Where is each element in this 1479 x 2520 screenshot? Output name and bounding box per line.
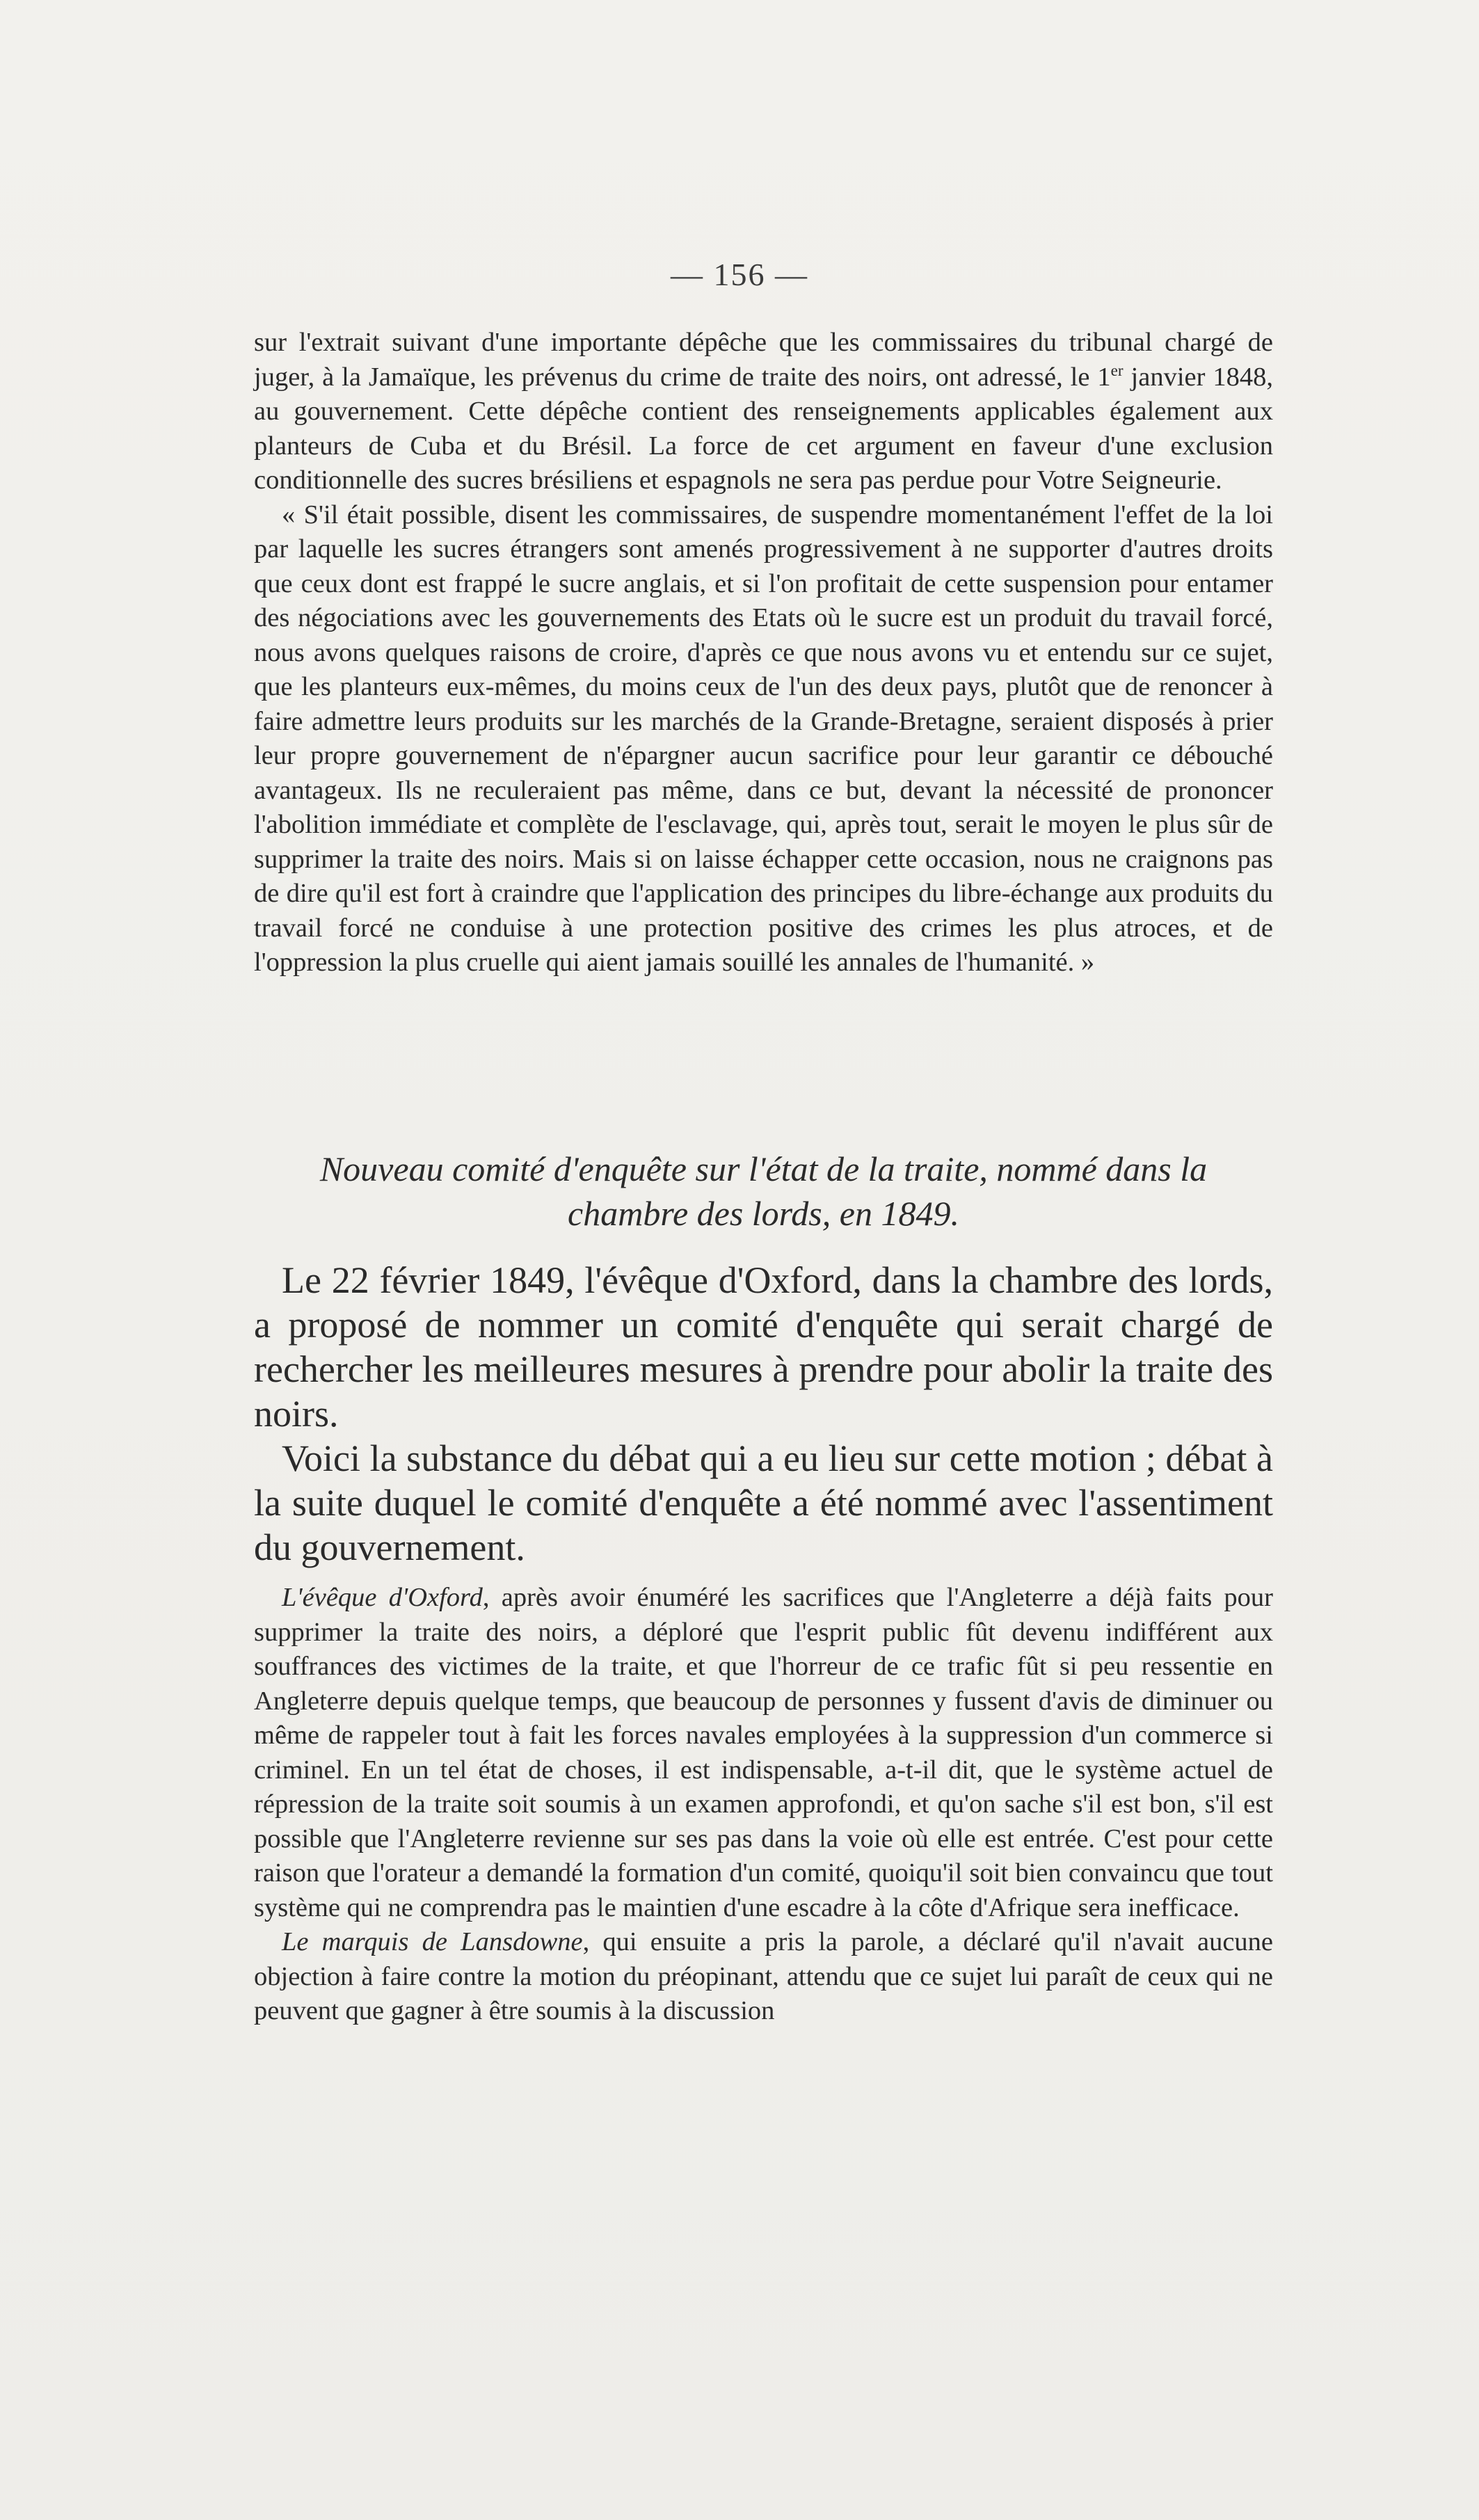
heading-line-2: chambre des lords, en 1849. bbox=[568, 1194, 959, 1233]
paragraph-marquis-lansdowne bbox=[254, 1925, 1273, 2029]
paragraph-dispatch-intro bbox=[254, 326, 1273, 498]
large-type-section bbox=[254, 1258, 1273, 1570]
paragraph-bishop-oxford bbox=[254, 1581, 1273, 1925]
page-number: — 156 — bbox=[671, 257, 808, 292]
speaker-marquis-lansdowne: Le marquis de Lansdowne bbox=[282, 1927, 583, 1956]
dispatch-intro-text-a: sur l'extrait suivant d'une importante dépêche que les commissaires du tribunal chargé de juger, à la Jamaïque, les prévenus du crime de traite des noirs, ont adressé, le 1 bbox=[254, 328, 1273, 392]
heading-line-1: Nouveau comité d'enquête sur l'état de la traite, nommé dans la bbox=[319, 1149, 1208, 1188]
debate-section bbox=[254, 1581, 1273, 2029]
quoted-dispatch-section bbox=[254, 326, 1273, 980]
paragraph-debate-summary: Voici la substance du débat qui a eu lieu sur cette motion ; débat à la suite duquel le comité d'enquête a été nommé avec l'assentiment du gouvernement. bbox=[254, 1437, 1273, 1568]
dispatch-intro-text-b: janvier 1848, au gouvernement. Cette dépêche contient des renseignements applicables également aux planteurs de Cuba et du Brésil. La force de cet argument en faveur d'une exclusion conditionnelle des sucres brésiliens et espagnols ne sera pas perdue pour Votre Seigneurie. bbox=[254, 362, 1273, 495]
marquis-lansdowne-text: , qui ensuite a pris la parole, a déclaré qu'il n'avait aucune objection à faire contre la motion du préopinant, attendu que ce sujet lui paraît de ceux qui ne peuvent que gagner à être soumis à la discussion bbox=[254, 1927, 1273, 2025]
bishop-oxford-text: , après avoir énuméré les sacrifices que l'Angleterre a déjà faits pour supprimer la traite des noirs, a déploré que l'esprit public fût devenu indifférent aux souffrances des victimes de la traite, et que l'horreur de ce trafic fût si peu ressentie en Angleterre depuis quelque temps, que beaucoup de personnes y fussent d'avis de diminuer ou même de rappeler tout à fait les forces navales employées à la suppression d'un commerce si criminel. En un tel état de choses, il est indispensable, a-t-il dit, que le système actuel de répression de la traite soit soumis à un examen approfondi, et qu'on sache s'il est bon, s'il est possible que l'Angleterre revienne sur ses pas dans la voie où elle est entrée. C'est pour cette raison que l'orateur a demandé la formation d'un comité, quoiqu'il soit bien convaincu que tout système qui ne comprendra pas le maintien d'une escadre à la côte d'Afrique sera inefficace. bbox=[254, 1583, 1273, 1922]
section-heading bbox=[254, 1147, 1273, 1236]
speaker-bishop-oxford: L'évêque d'Oxford bbox=[282, 1583, 483, 1612]
paragraph-commissioners-quote: « S'il était possible, disent les commissaires, de suspendre momentanément l'effet de la loi par laquelle les sucres étrangers sont amenés progressivement à ne supporter d'autres droits que ceux dont est frappé le sucre anglais, et si l'on profitait de cette suspension pour entamer des négociations avec les gouvernements des Etats où le sucre est un produit du travail forcé, nous avons quelques raisons de croire, d'après ce que nous avons vu et entendu sur ce sujet, que les planteurs eux-mêmes, du moins ceux de l'un des deux pays, plutôt que de renoncer à faire admettre leurs produits sur les marchés de la Grande-Bretagne, seraient disposés à prier leur propre gouvernement de n'épargner aucun sacrifice pour leur garantir ce débouché avantageux. Ils ne reculeraient pas même, dans ce but, devant la nécessité de prononcer l'abolition immédiate et complète de l'esclavage, qui, après tout, serait le moyen le plus sûr de supprimer la traite des noirs. Mais si on laisse échapper cette occasion, nous ne craignons pas de dire qu'il est fort à craindre que l'application des principes du libre-échange aux produits du travail forcé ne conduise à une protection positive des crimes les plus atroces, et de l'oppression la plus cruelle qui aient jamais souillé les annales de l'humanité. » bbox=[254, 500, 1273, 977]
ordinal-superscript: er bbox=[1110, 360, 1124, 379]
paragraph-motion: Le 22 février 1849, l'évêque d'Oxford, dans la chambre des lords, a proposé de nommer un comité d'enquête qui serait chargé de rechercher les meilleures mesures à prendre pour abolir la traite des noirs. bbox=[254, 1259, 1273, 1435]
